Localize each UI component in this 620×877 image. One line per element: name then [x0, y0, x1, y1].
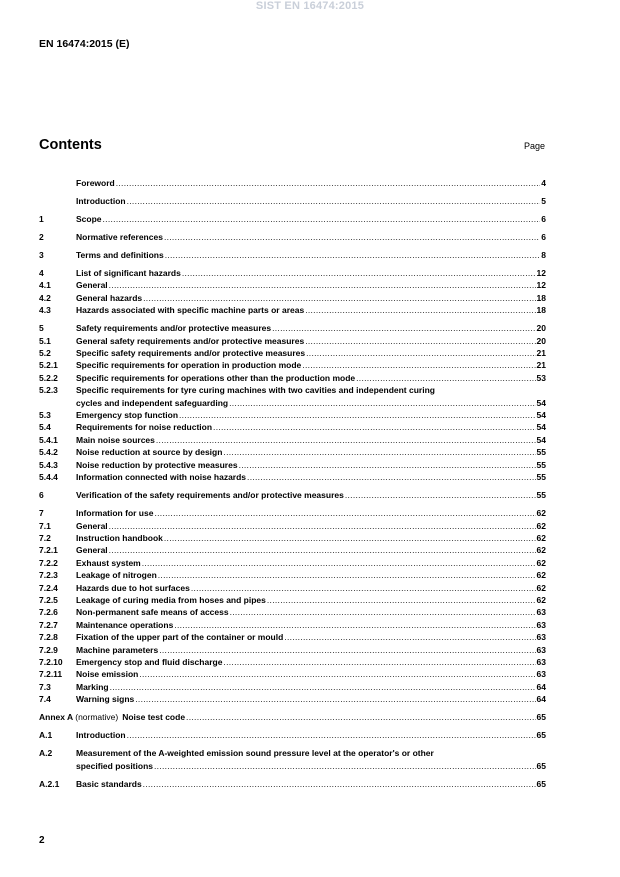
toc-entry-number: 4.3	[39, 305, 51, 316]
toc-entry-title: cycles and independent safeguarding	[76, 397, 229, 408]
toc-entry-number: 5.2.2	[39, 372, 58, 383]
toc-entry-7-2-6[interactable]	[39, 606, 546, 618]
toc-entry-4[interactable]	[39, 267, 546, 279]
toc-entry-a-2[interactable]	[39, 747, 546, 759]
toc-entry-7-2-5[interactable]	[39, 594, 546, 606]
toc-entry-page: 62	[536, 532, 546, 543]
toc-entry-4-3[interactable]	[39, 304, 546, 316]
toc-entry-page: 63	[536, 669, 546, 680]
toc-entry-title: Exhaust system	[76, 557, 141, 568]
toc-entry-5-2-1[interactable]	[39, 359, 546, 371]
document-id: EN 16474:2015 (E)	[39, 38, 130, 50]
toc-entry-number: 5.2.3	[39, 385, 58, 396]
contents-title: Contents	[39, 137, 102, 153]
annex-label: Annex A	[39, 712, 73, 723]
toc-entry-title: Noise emission	[76, 669, 139, 680]
toc-entry-number: 2	[39, 232, 44, 242]
toc-entry-title: Hazards due to hot surfaces	[76, 582, 190, 593]
toc-entry-page: 8	[541, 250, 546, 260]
toc-entry-7-2[interactable]	[39, 532, 546, 544]
toc-entry-page: 55	[536, 490, 546, 501]
toc-entry-4-2[interactable]	[39, 292, 546, 304]
toc-entry-page: 54	[536, 422, 546, 433]
toc-entry-page: 63	[536, 632, 546, 643]
toc-entry-5[interactable]	[39, 322, 546, 334]
toc-entry-page: 62	[536, 582, 546, 593]
toc-entry-title: Noise test code	[122, 712, 186, 723]
toc-entry-5-1[interactable]	[39, 335, 546, 347]
toc-entry-5-3[interactable]	[39, 409, 546, 421]
annex-normative: (normative)	[75, 712, 119, 723]
toc-entry-7-2-8[interactable]	[39, 631, 546, 643]
toc-entry-number: 7.2.3	[39, 570, 58, 581]
toc-entry-title: Terms and definitions	[76, 250, 164, 260]
watermark: SIST EN 16474:2015	[255, 0, 365, 12]
page-column-label: Page	[523, 141, 545, 151]
toc-entry-number: 5.4.2	[39, 447, 58, 458]
toc-entry-number: 7.3	[39, 681, 51, 692]
toc-entry-7-4[interactable]	[39, 693, 546, 705]
toc-entry-5-4-4[interactable]	[39, 471, 546, 483]
toc-entry-number: A.1	[39, 730, 53, 741]
toc-entry-5-4-3[interactable]	[39, 459, 546, 471]
toc-entry-title: Information connected with noise hazards	[76, 472, 247, 483]
toc-entry-title-line1: Specific requirements for tyre curing machines with two cavities and independent curing	[76, 385, 435, 396]
toc-entry-a-1[interactable]	[39, 729, 546, 741]
toc-entry-number: 7.2.1	[39, 545, 58, 556]
toc-entry-page: 12	[536, 280, 546, 291]
toc-entry-title: Introduction	[76, 730, 126, 741]
toc-entry-number: 7.2.5	[39, 594, 58, 605]
toc-entry-title: General	[76, 280, 108, 291]
toc-entry-number: 7.1	[39, 520, 51, 531]
toc-entry-a-2-cont[interactable]	[39, 760, 546, 772]
toc-entry-title: Basic standards	[76, 778, 142, 789]
toc-entry-7-3[interactable]	[39, 681, 546, 693]
toc-entry-page: 21	[536, 360, 546, 371]
toc-entry-number: 7.2.4	[39, 582, 58, 593]
page-number: 2	[39, 835, 45, 846]
toc-entry-page: 5	[541, 196, 546, 206]
toc-entry-page: 65	[536, 778, 546, 789]
toc-entry-number: 6	[39, 490, 44, 501]
toc-entry-3[interactable]	[39, 249, 546, 261]
toc-entry-page: 54	[536, 397, 546, 408]
toc-entry-title: Main noise sources	[76, 434, 155, 445]
toc-entry-introduction[interactable]	[39, 195, 546, 207]
toc-entry-page: 18	[536, 292, 546, 303]
toc-entry-page: 62	[536, 545, 546, 556]
toc-entry-5-2[interactable]	[39, 347, 546, 359]
toc-entry-title: Noise reduction by protective measures	[76, 459, 238, 470]
toc-entry-page: 6	[541, 214, 546, 224]
toc-entry-title: Scope	[76, 214, 102, 224]
toc-entry-7-2-3[interactable]	[39, 569, 546, 581]
toc-entry-title: Safety requirements and/or protective measures	[76, 323, 272, 334]
toc-entry-number: 5	[39, 323, 44, 334]
toc-entry-5-4[interactable]	[39, 421, 546, 433]
toc-entry-foreword[interactable]	[39, 177, 546, 189]
toc-entry-title: Verification of the safety requirements and/or protective measures	[76, 490, 344, 501]
toc-entry-number: 4.1	[39, 280, 51, 291]
toc-entry-title: Fixation of the upper part of the container or mould	[76, 632, 284, 643]
toc-entry-title: General	[76, 520, 108, 531]
toc-entry-7-1[interactable]	[39, 520, 546, 532]
toc-entry-title: Emergency stop function	[76, 410, 179, 421]
toc-entry-page: 53	[536, 372, 546, 383]
toc-entry-title: Machine parameters	[76, 644, 159, 655]
toc-entry-number: 7.2.2	[39, 557, 58, 568]
toc-entry-page: 62	[536, 557, 546, 568]
toc-entry-number: 3	[39, 250, 44, 260]
toc-entry-page: 62	[536, 570, 546, 581]
toc-entry-number: 5.4.1	[39, 434, 58, 445]
toc-entry-title: General hazards	[76, 292, 143, 303]
toc-entry-7-2-7[interactable]	[39, 619, 546, 631]
toc-entry-title: Specific requirements for operation in production mode	[76, 360, 302, 371]
toc-entry-page: 62	[536, 508, 546, 519]
toc-entry-title: Maintenance operations	[76, 619, 174, 630]
toc-entry-page: 18	[536, 305, 546, 316]
toc-entry-title: Hazards associated with specific machine parts or areas	[76, 305, 305, 316]
toc-entry-number: 5.2	[39, 348, 51, 359]
toc-entry-6[interactable]	[39, 489, 546, 501]
toc-entry-page: 21	[536, 348, 546, 359]
toc-entry-title-line1: Measurement of the A-weighted emission sound pressure level at the operator's or other	[76, 748, 434, 759]
toc-entry-7-2-9[interactable]	[39, 644, 546, 656]
toc-entry-page: 63	[536, 607, 546, 618]
toc-entry-5-4-2[interactable]	[39, 446, 546, 458]
table-of-contents	[39, 177, 546, 790]
toc-entry-number: 7.2.11	[39, 669, 63, 680]
toc-entry-a-2-1[interactable]	[39, 778, 546, 790]
toc-entry-page: 55	[536, 472, 546, 483]
toc-entry-page: 63	[536, 656, 546, 667]
toc-entry-number: 5.2.1	[39, 360, 58, 371]
toc-entry-page: 62	[536, 520, 546, 531]
toc-entry-number: 1	[39, 214, 44, 224]
toc-entry-number: 7.2	[39, 532, 51, 543]
toc-entry-number: 5.1	[39, 335, 51, 346]
toc-entry-page: 55	[536, 459, 546, 470]
toc-entry-title: Leakage of curing media from hoses and pipes	[76, 594, 266, 605]
toc-entry-title: Noise reduction at source by design	[76, 447, 223, 458]
toc-entry-title: Information for use	[76, 508, 154, 519]
toc-entry-page: 54	[536, 410, 546, 421]
toc-entry-annex-a[interactable]	[39, 711, 546, 723]
toc-entry-7[interactable]	[39, 507, 546, 519]
toc-entry-title: Non-permanent safe means of access	[76, 607, 229, 618]
toc-entry-title: Introduction	[76, 196, 126, 206]
toc-entry-page: 65	[536, 730, 546, 741]
toc-entry-title: Emergency stop and fluid discharge	[76, 656, 223, 667]
toc-entry-title: Leakage of nitrogen	[76, 570, 157, 581]
toc-entry-title: Requirements for noise reduction	[76, 422, 213, 433]
toc-entry-number: 7	[39, 508, 44, 519]
toc-entry-title: General safety requirements and/or protective measures	[76, 335, 305, 346]
toc-entry-page: 20	[536, 323, 546, 334]
toc-entry-page: 54	[536, 434, 546, 445]
toc-entry-number: 7.2.8	[39, 632, 58, 643]
toc-entry-number: 5.4.3	[39, 459, 58, 470]
toc-entry-7-2-1[interactable]	[39, 544, 546, 556]
toc-entry-page: 20	[536, 335, 546, 346]
toc-entry-title: Foreword	[76, 178, 115, 188]
toc-entry-7-2-10[interactable]	[39, 656, 546, 668]
toc-entry-title: Specific safety requirements and/or protective measures	[76, 348, 306, 359]
toc-entry-number: 4	[39, 268, 44, 278]
toc-entry-page: 6	[541, 232, 546, 242]
toc-entry-title: Normative references	[76, 232, 163, 242]
toc-entry-page: 64	[536, 681, 546, 692]
toc-entry-title: List of significant hazards	[76, 268, 181, 278]
toc-entry-4-1[interactable]	[39, 279, 546, 291]
toc-entry-page: 65	[536, 712, 546, 723]
toc-entry-5-2-2[interactable]	[39, 372, 546, 384]
toc-entry-title: specified positions	[76, 760, 153, 771]
toc-entry-title: Marking	[76, 681, 109, 692]
toc-entry-7-2-11[interactable]	[39, 668, 546, 680]
toc-entry-5-2-3-cont[interactable]	[39, 397, 546, 409]
toc-entry-page: 65	[536, 760, 546, 771]
toc-entry-5-2-3[interactable]	[39, 384, 546, 396]
toc-entry-7-2-2[interactable]	[39, 557, 546, 569]
toc-entry-title: Instruction handbook	[76, 532, 163, 543]
toc-entry-page: 55	[536, 447, 546, 458]
toc-entry-title: Specific requirements for operations other than the production mode	[76, 372, 356, 383]
toc-entry-page: 64	[536, 694, 546, 705]
toc-entry-number: 7.2.6	[39, 607, 58, 618]
toc-entry-2[interactable]	[39, 231, 546, 243]
toc-entry-number: A.2.1	[39, 778, 60, 789]
toc-entry-number: A.2	[39, 748, 53, 759]
toc-entry-number: 4.2	[39, 292, 51, 303]
toc-entry-page: 63	[536, 644, 546, 655]
toc-entry-5-4-1[interactable]	[39, 434, 546, 446]
toc-entry-title: Warning signs	[76, 694, 135, 705]
toc-entry-number: 5.4	[39, 422, 51, 433]
toc-entry-7-2-4[interactable]	[39, 582, 546, 594]
toc-entry-title: General	[76, 545, 108, 556]
toc-entry-number: 7.2.7	[39, 619, 58, 630]
toc-entry-number: 5.4.4	[39, 472, 58, 483]
toc-entry-number: 7.2.10	[39, 656, 63, 667]
toc-entry-number: 7.4	[39, 694, 51, 705]
toc-entry-page: 12	[536, 268, 546, 278]
toc-entry-number: 7.2.9	[39, 644, 58, 655]
toc-entry-page: 4	[541, 178, 546, 188]
toc-entry-1[interactable]	[39, 213, 546, 225]
toc-entry-page: 63	[536, 619, 546, 630]
toc-entry-number: 5.3	[39, 410, 51, 421]
toc-entry-page: 62	[536, 594, 546, 605]
